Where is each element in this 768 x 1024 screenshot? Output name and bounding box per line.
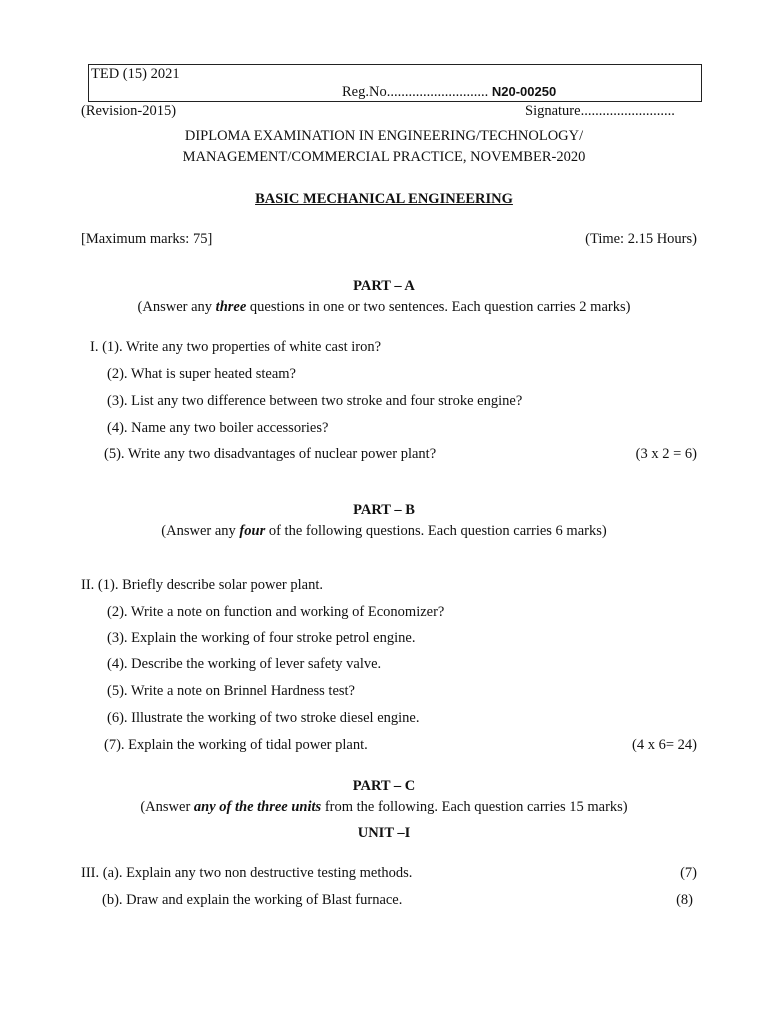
part-a-heading: PART – A <box>353 278 415 294</box>
question-c1a-marks: (7) <box>680 865 697 881</box>
signature-field: Signature.......................... <box>525 103 675 119</box>
unit-1-heading: UNIT –I <box>357 825 411 841</box>
question-b1: II. (1). Briefly describe solar power plant. <box>81 577 323 593</box>
part-c-heading: PART – C <box>352 778 416 794</box>
exam-code: TED (15) 2021 <box>91 66 180 82</box>
question-c1b: (b). Draw and explain the working of Blast furnace. <box>102 892 403 908</box>
reg-no-value: N20-00250 <box>491 84 557 99</box>
question-c1b-marks: (8) <box>676 892 693 908</box>
question-b6: (6). Illustrate the working of two stroke diesel engine. <box>107 710 420 726</box>
question-a5: (5). Write any two disadvantages of nuclear power plant? <box>104 446 437 462</box>
subject-title: BASIC MECHANICAL ENGINEERING <box>255 191 513 207</box>
part-b-heading: PART – B <box>353 502 415 518</box>
part-c-instructions: (Answer any of the three units from the following. Each question carries 15 marks) <box>140 799 628 815</box>
question-a3: (3). List any two difference between two stroke and four stroke engine? <box>107 393 523 409</box>
part-a-marks: (3 x 2 = 6) <box>635 446 697 462</box>
revision: (Revision-2015) <box>81 103 177 119</box>
part-a-count: three <box>215 299 247 315</box>
question-b2: (2). Write a note on function and working of Economizer? <box>107 604 445 620</box>
question-b4: (4). Describe the working of lever safety valve. <box>107 656 382 672</box>
part-a-instructions: (Answer any three questions in one or two sentences. Each question carries 2 marks) <box>137 299 631 315</box>
question-a1: I. (1). Write any two properties of white cast iron? <box>90 339 382 355</box>
time-allowed: (Time: 2.15 Hours) <box>585 231 697 247</box>
question-b3: (3). Explain the working of four stroke petrol engine. <box>107 630 416 646</box>
exam-title-line2: MANAGEMENT/COMMERCIAL PRACTICE, NOVEMBER-2020 <box>182 149 586 165</box>
question-b7: (7). Explain the working of tidal power plant. <box>104 737 368 753</box>
part-b-count: four <box>239 523 266 539</box>
part-b-instructions: (Answer any four of the following questions. Each question carries 6 marks) <box>161 523 607 539</box>
question-b5: (5). Write a note on Brinnel Hardness test? <box>107 683 355 699</box>
part-c-selection: any of the three units <box>193 799 322 815</box>
reg-no-field <box>342 84 556 101</box>
part-b-marks: (4 x 6= 24) <box>632 737 697 753</box>
question-c1a: III. (a). Explain any two non destructive testing methods. <box>81 865 413 881</box>
question-a2: (2). What is super heated steam? <box>107 366 296 382</box>
max-marks: [Maximum marks: 75] <box>81 231 213 247</box>
reg-no-label: Reg.No............................ <box>342 84 489 100</box>
question-a4: (4). Name any two boiler accessories? <box>107 420 329 436</box>
exam-title-line1: DIPLOMA EXAMINATION IN ENGINEERING/TECHNOLOGY/ <box>184 128 584 144</box>
